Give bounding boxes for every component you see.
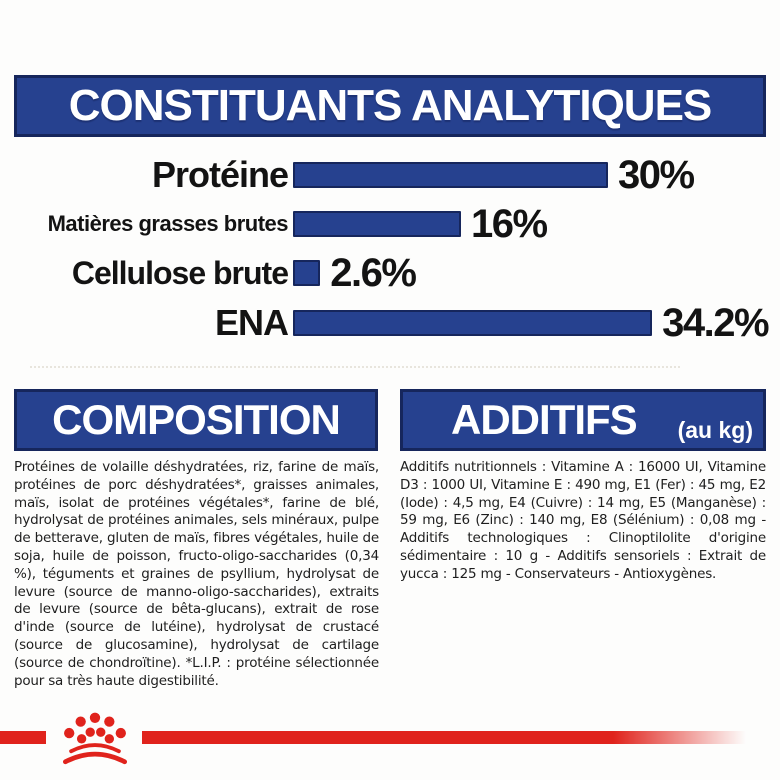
chart-value-label: 2.6% [330, 250, 416, 295]
chart-row-fibre [0, 248, 780, 298]
footer-red-bar-left [0, 731, 46, 744]
composition-banner [14, 389, 378, 451]
chart-category-label: Matières grasses brutes [47, 211, 288, 236]
chart-category-label: Cellulose brute [71, 254, 288, 291]
chart-row-ena [0, 298, 780, 348]
additives-text: Additifs nutritionnels : Vitamine A : 16000 UI, Vitamine D3 : 1000 UI, Vitamine E : 490 mg, E1 (Fer) : 45 mg, E2 (Iode) : 4,5 mg, E4 (Cuivre) : 14 mg, E5 (Manganèse) : 59 mg, E6 (Zinc) : 140 mg, E8 (Sélénium) : 0,08 mg - Additifs technologiques : Clinoptilolite d'origine sédimentaire : 10 g - Additifs sensoriels : Extrait de yucca : 125 mg - Conservateurs - Antioxygènes. [400, 459, 766, 582]
fold-line-divider [30, 366, 680, 368]
additives-unit-label: (au kg) [677, 417, 753, 443]
chart-category-label: Protéine [151, 154, 288, 195]
chart-bar [293, 162, 608, 188]
chart-value-label: 16% [471, 201, 547, 246]
chart-bar [293, 310, 652, 336]
chart-row-protein [0, 150, 780, 200]
footer-red-bar-right [142, 731, 746, 744]
composition-text: Protéines de volaille déshydratées, riz, farine de maïs, protéines de porc déshydratées*, graisses animales, maïs, isolat de protéines végétales*, farine de blé, hydrolysat de protéines animales, sels minéraux, pulpe de betterave, gluten de maïs, fibres végétales, huile de soja, huile de poisson, fructo-oligo-saccharides (0,34 %), téguments et graines de psyllium, hydrolysat de levure (source de manno-oligo-saccharides), extraits de levure (source de bêta-glucans), extrait de rose d'inde (source de lutéine), hydrolysat de crustacé (source de glucosamine), hydrolysat de cartilage (source de chondroïtine). *L.I.P. : protéine sélectionnée pour sa très haute digestibilité. [14, 459, 379, 689]
royal-canin-crown-icon [52, 701, 138, 769]
chart-row-fat [0, 200, 780, 248]
chart-value-label: 30% [618, 152, 694, 197]
composition-title: COMPOSITION [52, 396, 340, 443]
additives-banner [400, 389, 766, 451]
analytical-constituents-title: CONSTITUANTS ANALYTIQUES [68, 81, 712, 130]
chart-category-label: ENA [214, 302, 288, 343]
additives-title: ADDITIFS [451, 396, 637, 443]
chart-bar [293, 260, 320, 286]
chart-value-label: 34.2% [662, 300, 769, 345]
analytical-constituents-banner [14, 75, 766, 137]
chart-bar [293, 211, 461, 237]
